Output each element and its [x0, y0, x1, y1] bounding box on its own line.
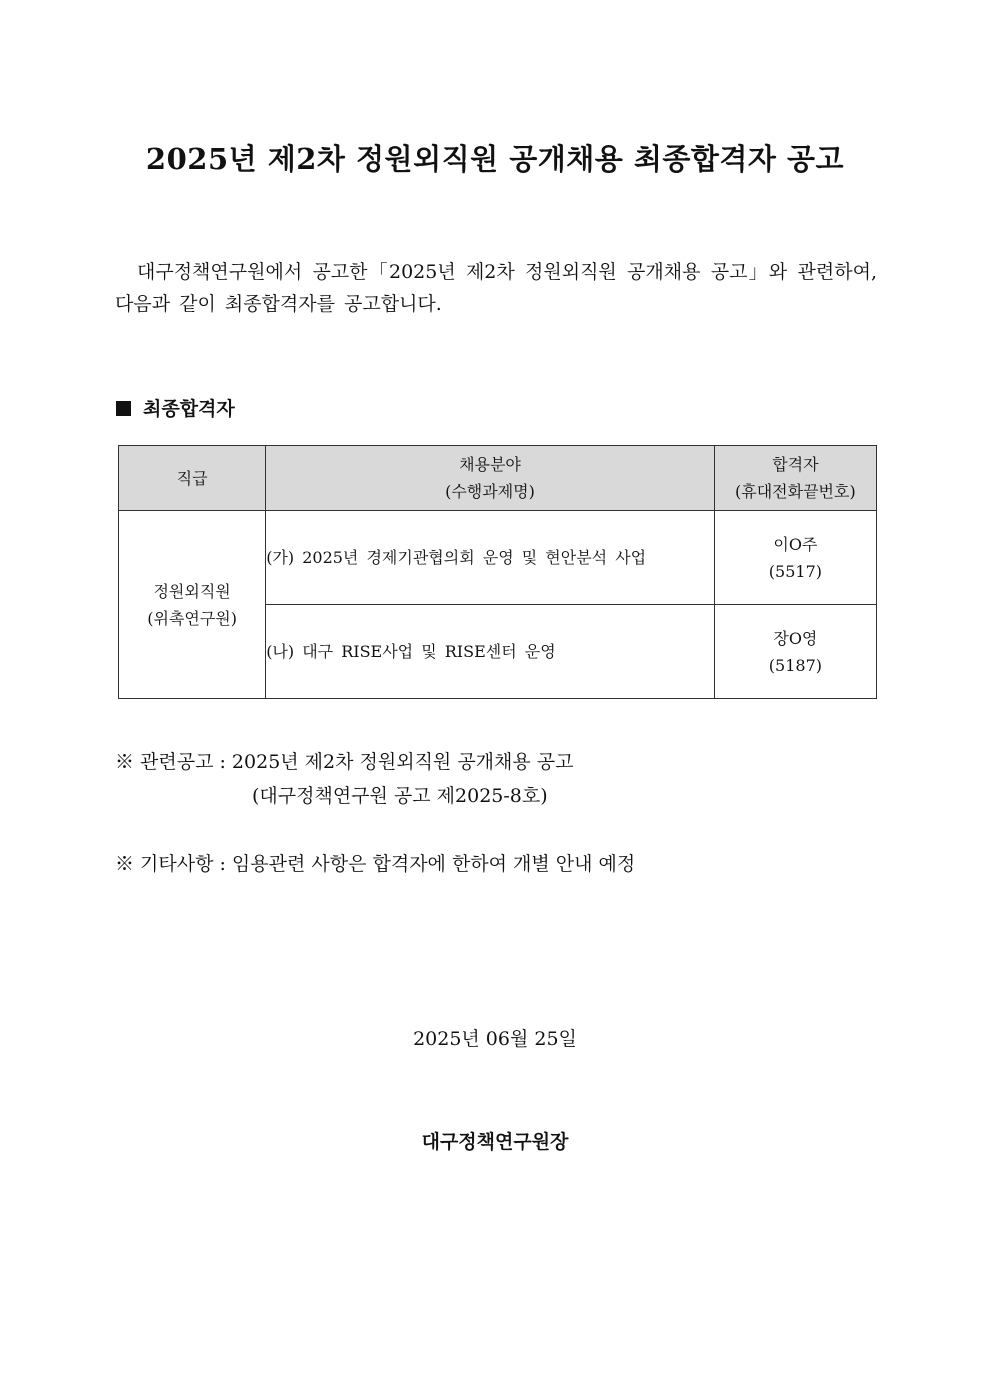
header-field-line2: (수행과제명) [445, 482, 535, 501]
section-heading-label: 최종합격자 [143, 398, 235, 420]
field-cell: (가) 2025년 경제기관협의회 운영 및 현안분석 사업 [266, 511, 715, 605]
header-winner [714, 446, 876, 511]
intro-text: 대구정책연구원에서 공고한「2025년 제2차 정원외직원 공개채용 공고」와 관련하여, 다음과 같이 최종합격자를 공고합니다. [115, 261, 877, 315]
notes [115, 745, 635, 881]
black-square-icon [116, 401, 131, 416]
rank-line2: (위촉연구원) [147, 608, 237, 628]
winner-cell [714, 511, 876, 605]
header-field [266, 446, 715, 511]
winner-phone: (5517) [768, 561, 822, 581]
header-winner-line2: (휴대전화끝번호) [735, 482, 856, 501]
winner-name: 이O주 [773, 534, 818, 554]
related-notice-line2: (대구정책연구원 공고 제2025-8호) [252, 785, 548, 807]
rank-cell [119, 511, 266, 699]
document-date: 2025년 06월 25일 [413, 1028, 577, 1050]
other-notice: ※ 기타사항 : 임용관련 사항은 합격자에 한하여 개별 안내 예정 [115, 853, 636, 875]
header-rank: 직급 [119, 446, 266, 511]
table-header-row [119, 446, 877, 511]
field-cell: (나) 대구 RISE사업 및 RISE센터 운영 [266, 605, 715, 699]
rank-line1: 정원외직원 [153, 581, 231, 601]
signature: 대구정책연구원장 [421, 1131, 569, 1153]
header-field-line1: 채용분야 [459, 455, 521, 474]
related-notice-line1: ※ 관련공고 : 2025년 제2차 정원외직원 공개채용 공고 [115, 751, 574, 773]
final-results-table [118, 445, 877, 699]
header-winner-line1: 합격자 [772, 455, 819, 474]
document-title: 2025년 제2차 정원외직원 공개채용 최종합격자 공고 [145, 142, 845, 176]
table-row [119, 511, 877, 605]
intro-paragraph [115, 256, 877, 320]
section-heading [116, 394, 235, 421]
winner-name: 장O영 [773, 628, 818, 648]
winner-cell [714, 605, 876, 699]
winner-phone: (5187) [768, 655, 822, 675]
